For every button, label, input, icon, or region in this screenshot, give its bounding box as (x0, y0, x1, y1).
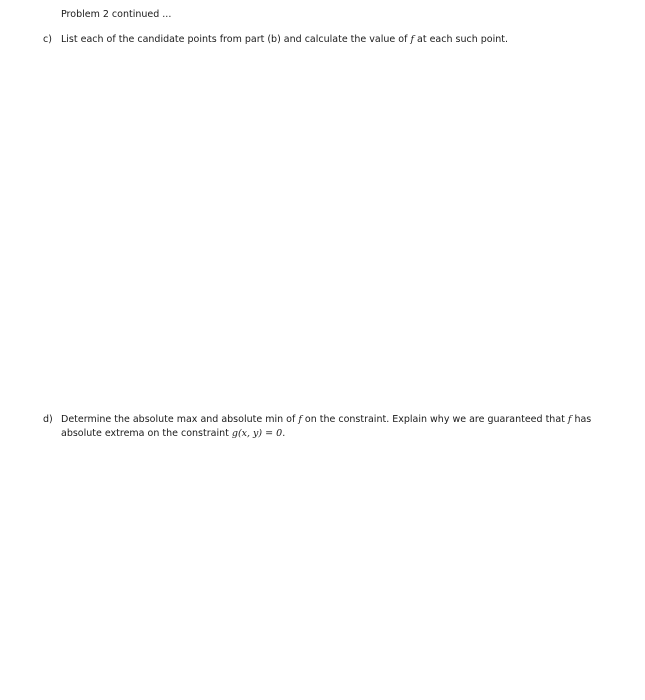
part-d-math-f2: f (567, 414, 572, 425)
question-part-d (43, 413, 623, 441)
part-c-math-f: f (410, 34, 414, 45)
part-c-text (61, 33, 623, 47)
part-d-label: d) (43, 414, 53, 425)
answer-space-c[interactable] (43, 55, 623, 400)
page-heading: Problem 2 continued ... (61, 9, 172, 20)
answer-space-d[interactable] (43, 448, 623, 693)
part-d-text-end: . (282, 428, 286, 439)
part-d-text-3: has absolute extrema on the constraint (61, 414, 592, 439)
part-d-text-1: Determine the absolute max and absolute min of (61, 414, 296, 425)
question-part-c (43, 33, 623, 47)
part-c-text-before: List each of the candidate points from part (b) and calculate the value of (61, 34, 408, 45)
part-c-label: c) (43, 34, 52, 45)
part-d-math-f1: f (298, 414, 302, 425)
part-d-text (61, 413, 623, 441)
part-d-text-2: on the constraint. Explain why we are guaranteed that (304, 414, 565, 425)
part-c-text-after: at each such point. (417, 34, 508, 45)
part-d-math-constraint: g(x, y) = 0 (231, 428, 283, 439)
